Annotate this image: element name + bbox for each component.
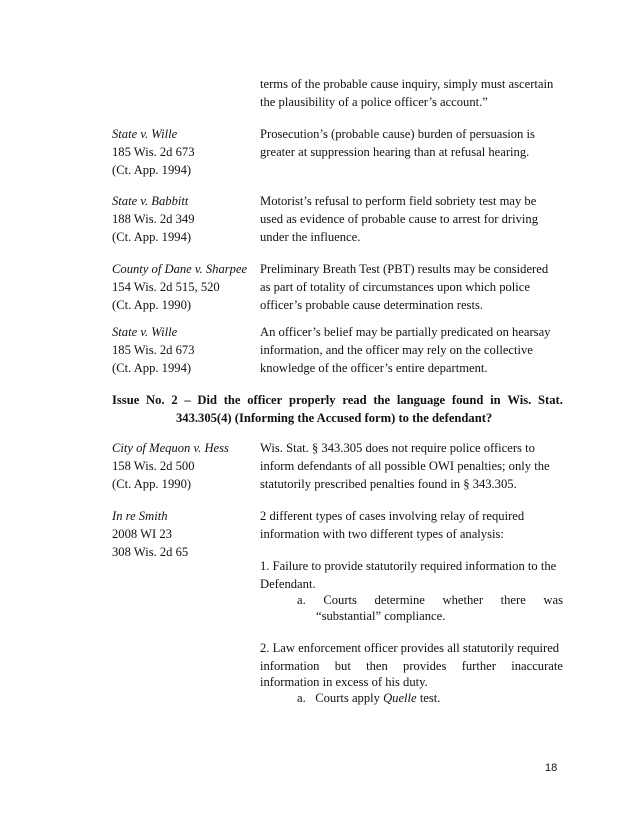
case-name: State v. Wille	[112, 325, 178, 339]
case-citation: 185 Wis. 2d 673	[112, 145, 195, 159]
case-citation: 188 Wis. 2d 349	[112, 212, 195, 226]
case-holding-line: officer’s probable cause determination rests.	[260, 298, 483, 312]
case-holding-line: as part of totality of circumstances upon which police	[260, 280, 530, 294]
case-court: (Ct. App. 1990)	[112, 298, 192, 312]
case-holding-line: under the influence.	[260, 230, 361, 244]
issue-heading-line2: 343.305(4) (Informing the Accused form) to the defendant?	[176, 411, 493, 425]
numbered-point: 2. Law enforcement officer provides all statutorily required	[260, 641, 560, 655]
case-court: (Ct. App. 1994)	[112, 230, 192, 244]
case-name: State v. Wille	[112, 127, 178, 141]
case-holding-line: used as evidence of probable cause to arrest for driving	[260, 212, 539, 226]
numbered-point: information in excess of his duty.	[260, 675, 428, 689]
page-number: 18	[545, 762, 558, 774]
case-name: In re Smith	[112, 509, 168, 523]
case-holding-line: greater at suppression hearing than at refusal hearing.	[260, 145, 530, 159]
case-citation: 308 Wis. 2d 65	[112, 545, 189, 559]
case-court: (Ct. App. 1990)	[112, 477, 192, 491]
case-holding-line: information, and the officer may rely on the collective	[260, 343, 533, 357]
case-holding-line: statutorily prescribed penalties found in § 343.305.	[260, 477, 517, 491]
case-name: State v. Babbitt	[112, 194, 189, 208]
case-holding-line: An officer’s belief may be partially predicated on hearsay	[260, 325, 551, 339]
numbered-point: 1. Failure to provide statutorily required information to the	[260, 559, 557, 573]
sub-point-a: a. Courts determine whether there was	[297, 593, 563, 607]
sub-point-a-line2: “substantial” compliance.	[316, 609, 446, 623]
case-citation: 185 Wis. 2d 673	[112, 343, 195, 357]
numbered-point: Defendant.	[260, 577, 316, 591]
case-name: City of Mequon v. Hess	[112, 441, 229, 455]
numbered-point-justified: information but then provides further inaccurate	[260, 659, 563, 673]
case-court: (Ct. App. 1994)	[112, 163, 192, 177]
case-holding-line: Wis. Stat. § 343.305 does not require police officers to	[260, 441, 535, 455]
intro-line: terms of the probable cause inquiry, simply must ascertain	[260, 77, 554, 91]
case-holding-line: 2 different types of cases involving relay of required	[260, 509, 525, 523]
case-holding-line: Prosecution’s (probable cause) burden of persuasion is	[260, 127, 535, 141]
case-holding-line: Motorist’s refusal to perform field sobriety test may be	[260, 194, 537, 208]
case-holding-line: information with two different types of analysis:	[260, 527, 504, 541]
case-holding-line: knowledge of the officer’s entire department.	[260, 361, 488, 375]
case-holding-line: Preliminary Breath Test (PBT) results may be considered	[260, 262, 549, 276]
case-citation: 158 Wis. 2d 500	[112, 459, 195, 473]
sub-point-a: a. Courts apply Quelle test.	[297, 691, 441, 705]
issue-heading: Issue No. 2 – Did the officer properly read the language found in Wis. Stat.	[112, 393, 563, 407]
case-holding-line: inform defendants of all possible OWI penalties; only the	[260, 459, 550, 473]
case-court: (Ct. App. 1994)	[112, 361, 192, 375]
intro-line: the plausibility of a police officer’s account.”	[260, 95, 488, 109]
case-name: County of Dane v. Sharpee	[112, 262, 248, 276]
case-citation: 2008 WI 23	[112, 527, 172, 541]
case-citation: 154 Wis. 2d 515, 520	[112, 280, 220, 294]
